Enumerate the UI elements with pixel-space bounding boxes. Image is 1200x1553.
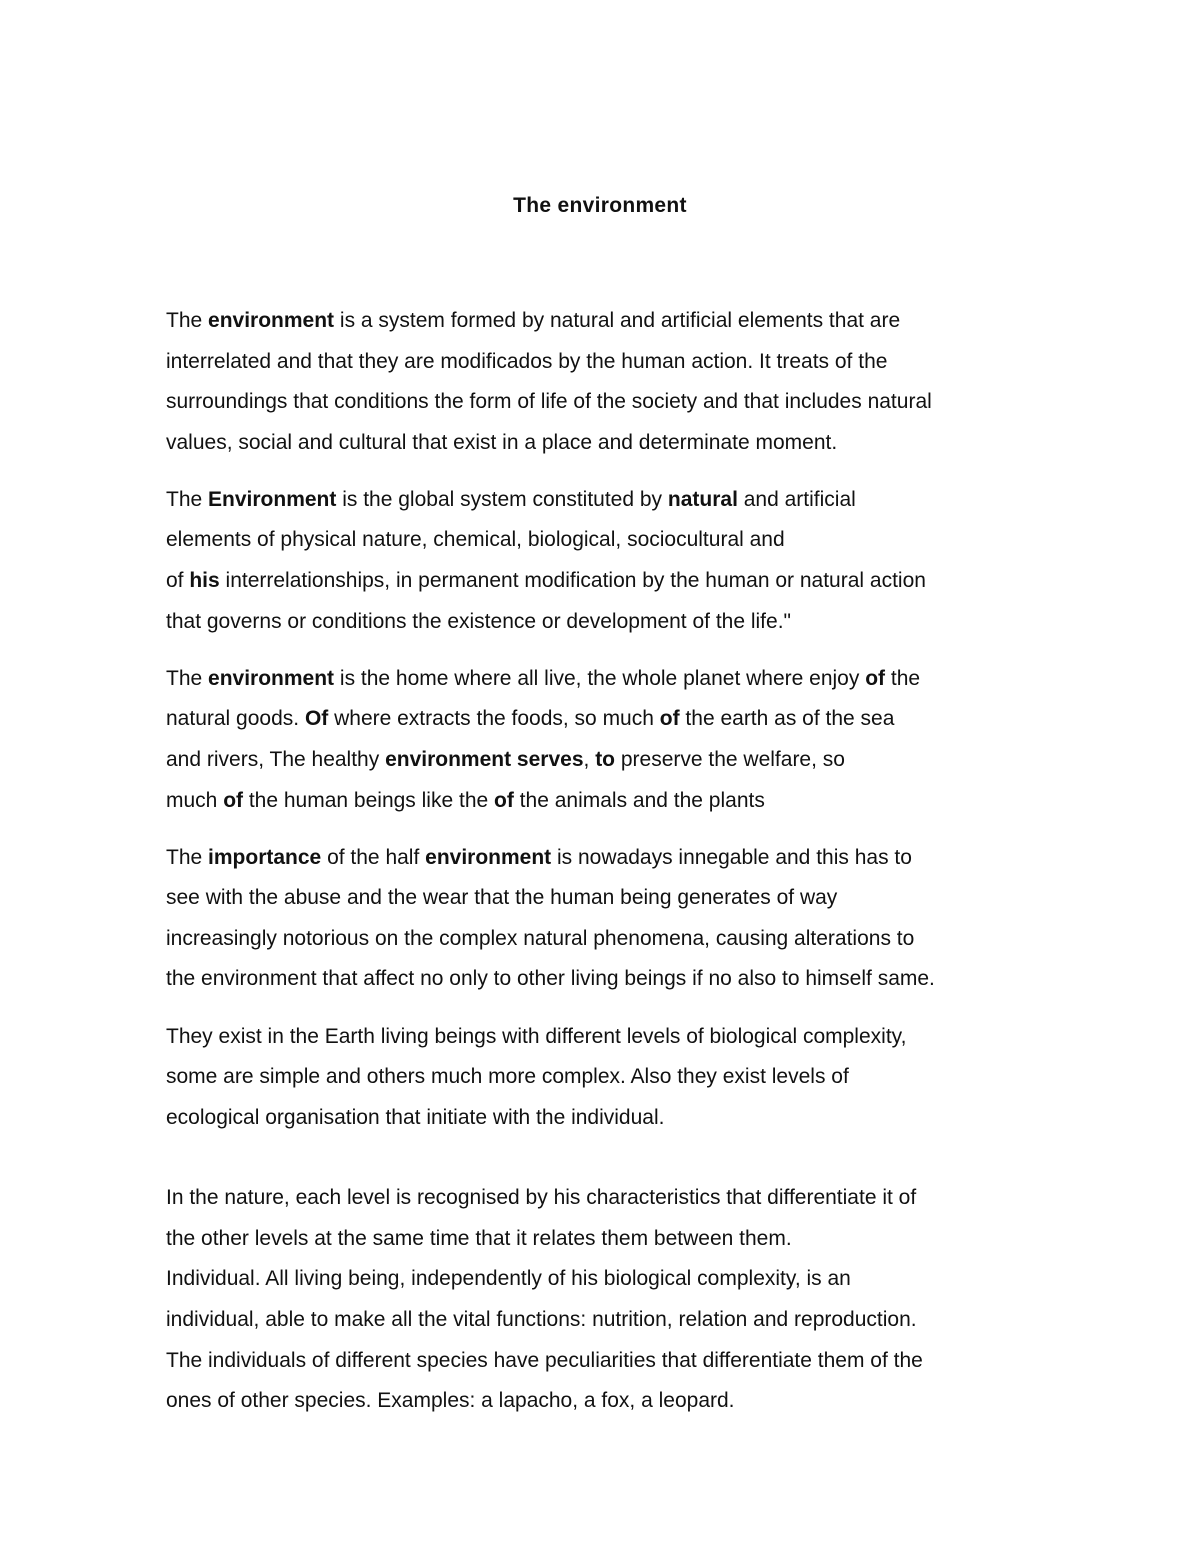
bold-text: environment bbox=[208, 666, 335, 690]
text-run: that governs or conditions the existence or development of the life." bbox=[166, 609, 791, 633]
bold-text: Environment bbox=[208, 487, 337, 511]
paragraph-1 bbox=[166, 301, 1046, 463]
bold-text: environment bbox=[208, 309, 335, 332]
bold-text: Of bbox=[304, 707, 329, 731]
text-run: ecological organisation that initiate with the individual. bbox=[166, 1105, 665, 1129]
bold-text: of bbox=[494, 788, 514, 812]
text-run: the bbox=[885, 666, 921, 690]
bold-text: environment bbox=[425, 845, 552, 869]
paragraph-6 bbox=[166, 1178, 1046, 1422]
text-line bbox=[166, 602, 1046, 643]
text-run: the earth as of the sea bbox=[679, 707, 895, 731]
text-line bbox=[166, 382, 1046, 423]
text-line bbox=[166, 1098, 1046, 1139]
text-run: and rivers, The healthy bbox=[166, 747, 386, 771]
text-line bbox=[166, 301, 1046, 342]
paragraph-3 bbox=[166, 659, 1046, 821]
bold-text: to bbox=[595, 747, 616, 771]
bold-text: of bbox=[223, 788, 244, 812]
bold-text: importance bbox=[208, 845, 322, 869]
text-line bbox=[166, 1178, 1046, 1219]
text-line bbox=[166, 1259, 1046, 1300]
text-line bbox=[166, 480, 1046, 521]
text-run: of the half bbox=[321, 845, 426, 869]
text-run: is a system formed by natural and artificial elements that are bbox=[334, 309, 901, 332]
text-run: the animals and the plants bbox=[513, 788, 765, 812]
text-run: is the home where all live, the whole planet where enjoy bbox=[334, 666, 866, 690]
text-line bbox=[166, 740, 1046, 781]
text-run: The bbox=[166, 487, 209, 511]
text-run: natural goods. bbox=[166, 707, 305, 731]
bold-text: his bbox=[189, 569, 220, 593]
text-line bbox=[166, 1057, 1046, 1098]
text-run: They exist in the Earth living beings with different levels of biological complexity, bbox=[166, 1024, 907, 1048]
bold-text: environment serves bbox=[385, 747, 584, 771]
text-run: some are simple and others much more complex. Also they exist levels of bbox=[166, 1065, 849, 1089]
text-run: , bbox=[583, 747, 596, 771]
text-run: The individuals of different species have peculiarities that differentiate them of the bbox=[166, 1348, 923, 1372]
text-run: The bbox=[166, 666, 209, 690]
text-run: ones of other species. Examples: a lapacho, a fox, a leopard. bbox=[166, 1389, 735, 1413]
text-line bbox=[166, 659, 1046, 700]
text-run: is the global system constituted by bbox=[336, 487, 668, 511]
text-line bbox=[166, 342, 1046, 383]
text-run: Individual. All living being, independently of his biological complexity, is an bbox=[166, 1267, 851, 1291]
text-line bbox=[166, 919, 1046, 960]
document-body bbox=[166, 301, 1046, 1422]
text-line bbox=[166, 781, 1046, 822]
text-run: surroundings that conditions the form of life of the society and that includes natural bbox=[166, 390, 932, 414]
text-run: The bbox=[166, 845, 209, 869]
text-run: the human beings like the bbox=[243, 788, 495, 812]
text-run: is nowadays innegable and this has to bbox=[551, 845, 912, 869]
text-run: of bbox=[166, 569, 190, 593]
text-line bbox=[166, 520, 1046, 561]
text-line bbox=[166, 1219, 1046, 1260]
text-run: values, social and cultural that exist in a place and determinate moment. bbox=[166, 430, 838, 454]
text-run: the environment that affect no only to other living beings if no also to himself same. bbox=[166, 967, 935, 991]
text-line bbox=[166, 699, 1046, 740]
document-title: The environment bbox=[513, 194, 687, 217]
text-run: increasingly notorious on the complex natural phenomena, causing alterations to bbox=[166, 926, 915, 950]
text-run: elements of physical nature, chemical, biological, sociocultural and bbox=[166, 528, 785, 552]
text-run: In the nature, each level is recognised by his characteristics that differentiate it of bbox=[166, 1186, 917, 1210]
bold-text: of bbox=[659, 707, 680, 731]
text-run: interrelated and that they are modificados by the human action. It treats of the bbox=[166, 349, 888, 373]
bold-text: natural bbox=[667, 487, 738, 511]
bold-text: of bbox=[865, 666, 886, 690]
text-run: where extracts the foods, so much bbox=[328, 707, 660, 731]
text-line bbox=[166, 561, 1046, 602]
text-line bbox=[166, 1381, 1046, 1422]
text-run: individual, able to make all the vital functions: nutrition, relation and reproduction. bbox=[166, 1308, 917, 1332]
text-line bbox=[166, 423, 1046, 464]
text-line bbox=[166, 1341, 1046, 1382]
text-line bbox=[166, 878, 1046, 919]
text-run: The bbox=[166, 309, 209, 332]
paragraph-2 bbox=[166, 480, 1046, 642]
text-run: interrelationships, in permanent modification by the human or natural action bbox=[219, 569, 926, 593]
text-run: see with the abuse and the wear that the human being generates of way bbox=[166, 886, 838, 910]
text-run: and artificial bbox=[737, 487, 856, 511]
paragraph-4 bbox=[166, 838, 1046, 1000]
text-line bbox=[166, 959, 1046, 1000]
text-line bbox=[166, 1300, 1046, 1341]
text-line bbox=[166, 1017, 1046, 1058]
text-line bbox=[166, 838, 1046, 879]
text-run: preserve the welfare, so bbox=[615, 747, 845, 771]
text-run: the other levels at the same time that it relates them between them. bbox=[166, 1226, 792, 1250]
text-run: much bbox=[166, 788, 224, 812]
paragraph-5 bbox=[166, 1017, 1046, 1139]
